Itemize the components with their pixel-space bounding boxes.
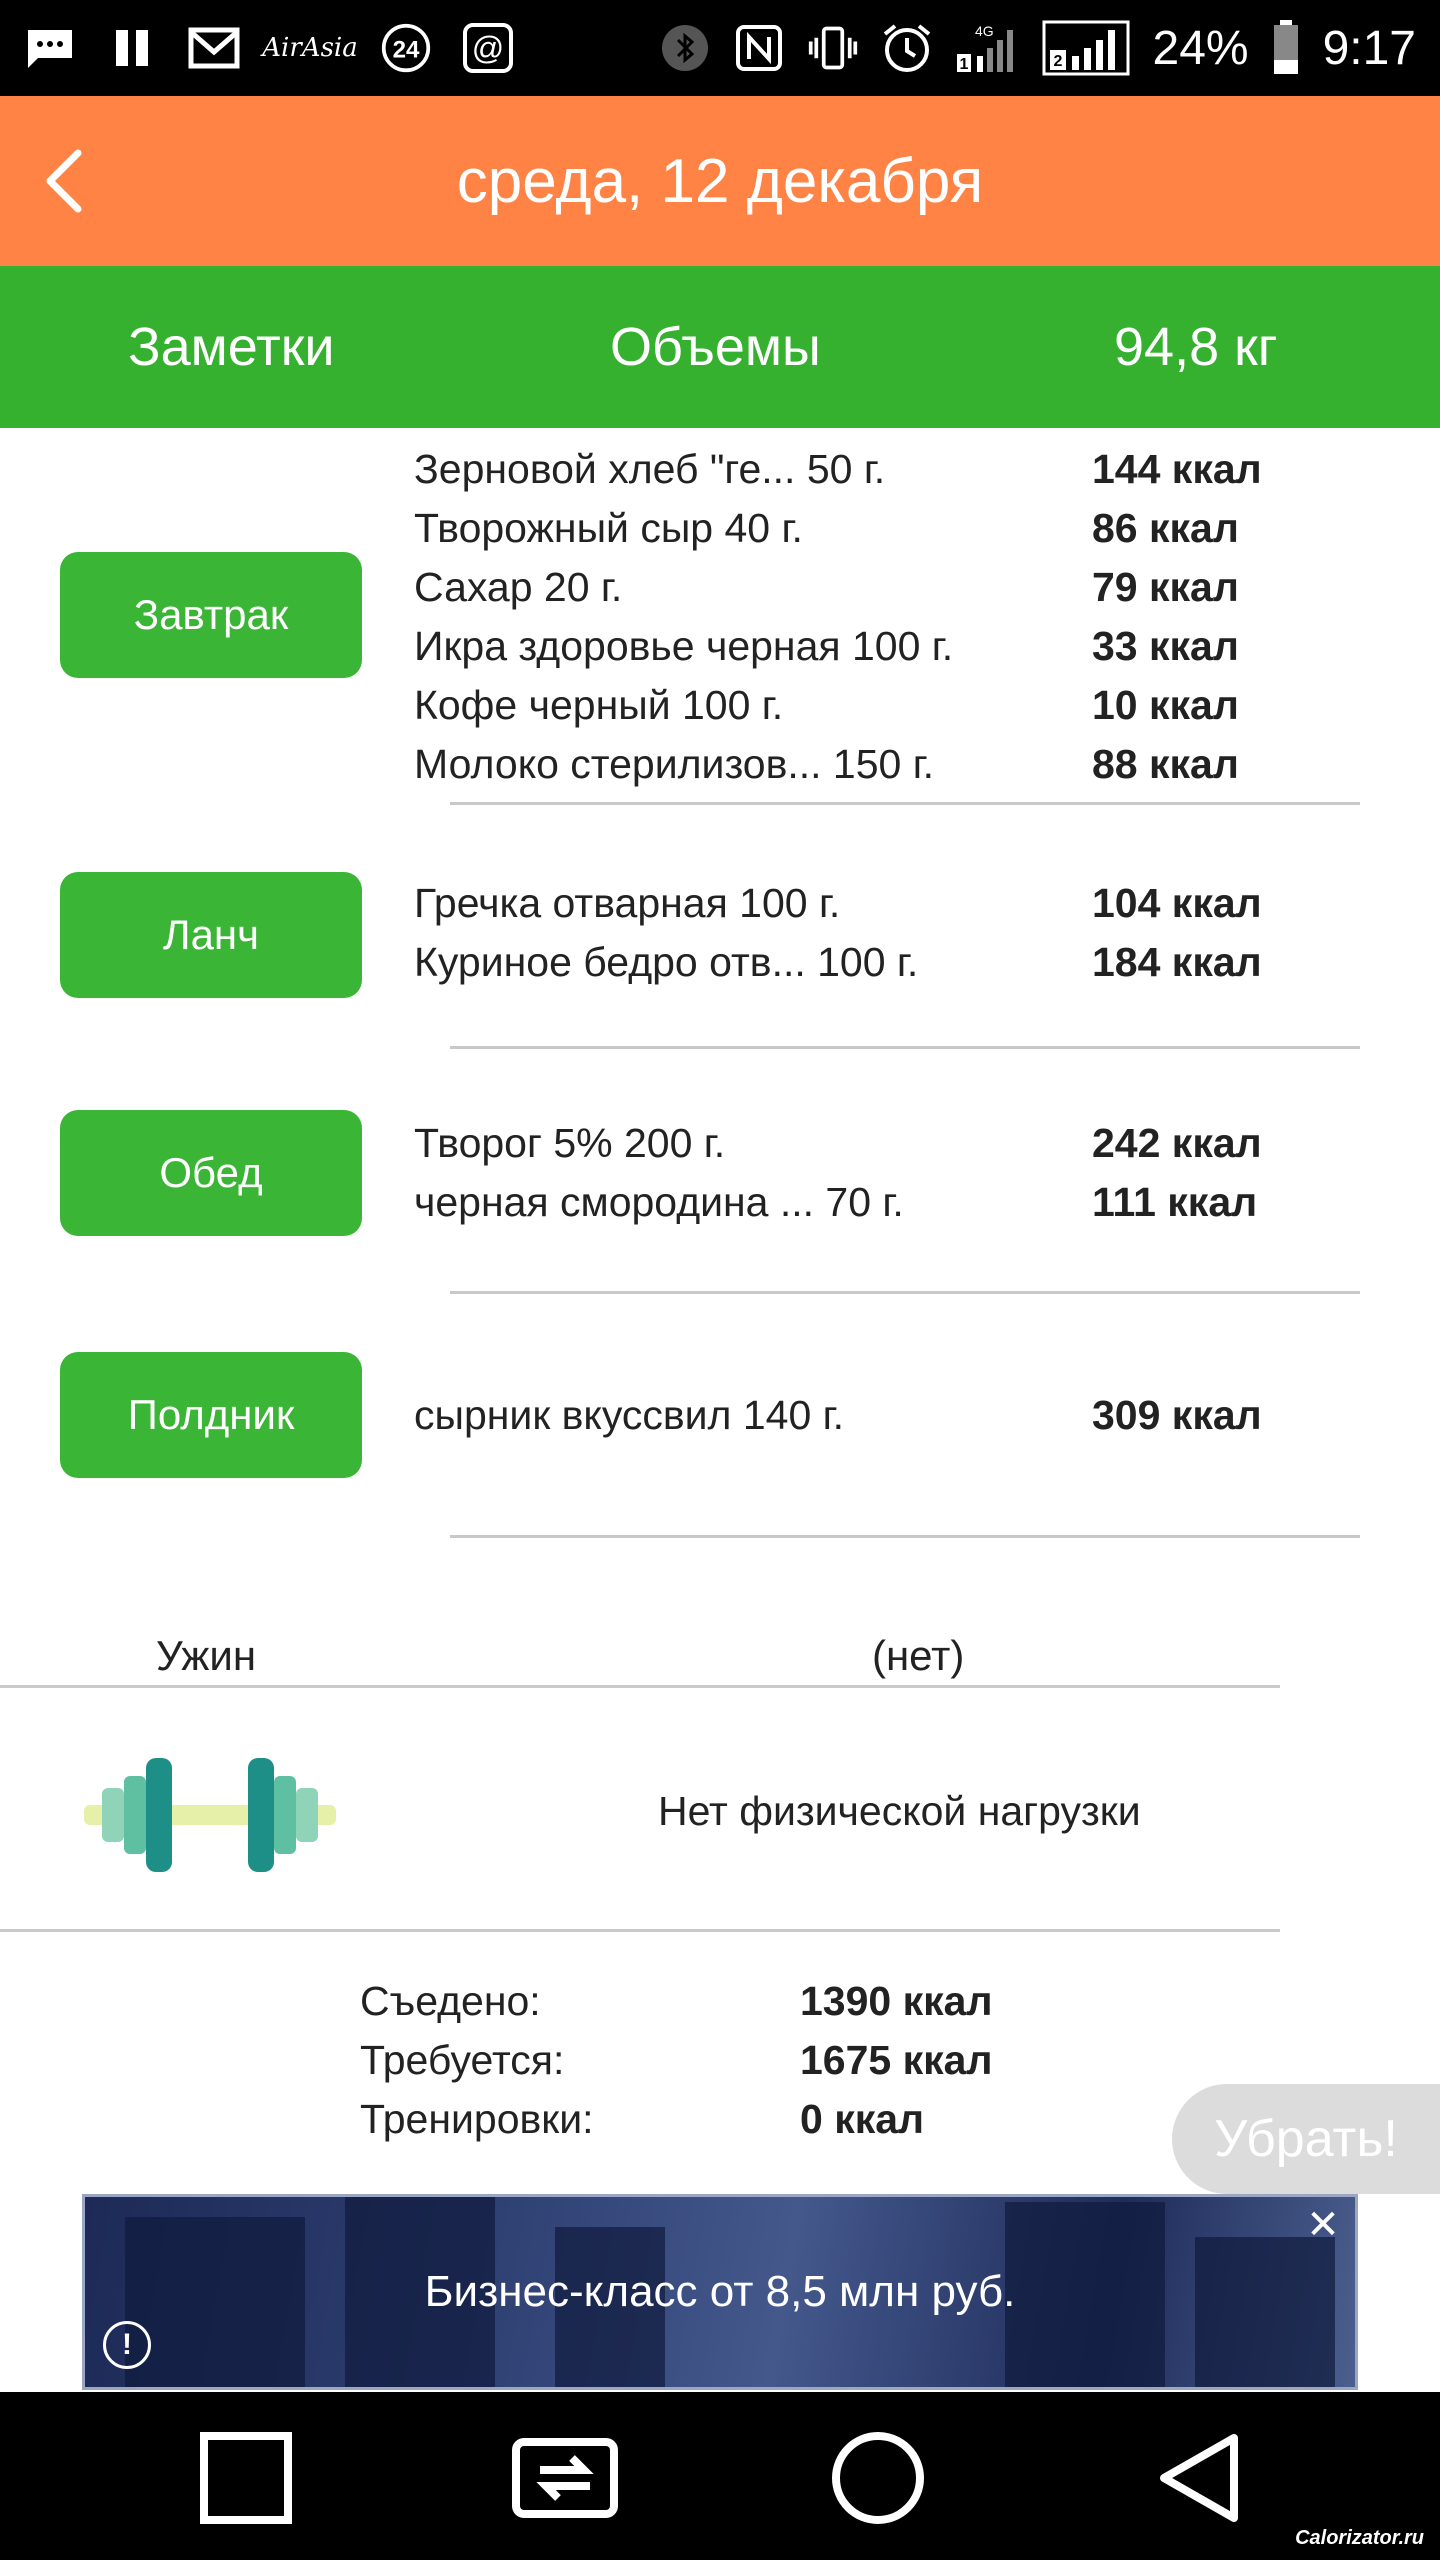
back-button[interactable]: [30, 141, 110, 221]
airasia-label: AirAsia: [262, 33, 358, 63]
food-kcal: 104 ккал: [1092, 880, 1262, 926]
switch-app-button[interactable]: [510, 2428, 610, 2528]
breakfast-items: [414, 440, 1294, 794]
pause-icon: [106, 22, 158, 74]
food-name: сырник вкуссвил 140 г.: [414, 1392, 844, 1438]
square-icon: [196, 2428, 296, 2528]
food-kcal: 309 ккал: [1092, 1392, 1262, 1438]
ad-text: Бизнес-класс от 8,5 млн руб.: [424, 2267, 1016, 2316]
food-name: Творожный сыр 40 г.: [414, 505, 803, 551]
supper-value: (нет): [872, 1632, 965, 1679]
food-name: Творог 5% 200 г.: [414, 1120, 726, 1166]
totals-summary: [360, 1978, 1160, 2155]
battery-percent: 24%: [1152, 21, 1249, 75]
total-row-eaten: [360, 1978, 1160, 2037]
food-name: Икра здоровье черная 100 г.: [414, 623, 954, 669]
close-icon[interactable]: ✕: [1306, 2203, 1340, 2247]
list-item[interactable]: [414, 558, 1294, 617]
home-button[interactable]: [828, 2428, 928, 2528]
list-item[interactable]: [414, 676, 1294, 735]
supper-label: Ужин: [156, 1632, 257, 1679]
list-item[interactable]: [414, 499, 1294, 558]
recents-button[interactable]: [196, 2428, 296, 2528]
status-bar: [0, 0, 1440, 96]
dual-window-icon: [510, 2428, 620, 2528]
food-kcal: 86 ккал: [1092, 505, 1239, 551]
food-kcal: 88 ккал: [1092, 741, 1239, 787]
nfc-icon: [733, 22, 785, 74]
navigation-bar: [0, 2392, 1440, 2560]
airasia-icon: [262, 22, 358, 74]
food-name: Сахар 20 г.: [414, 564, 623, 610]
obed-button[interactable]: Обед: [60, 1110, 362, 1236]
clock24-icon: [380, 22, 432, 74]
snack-items: [414, 1386, 1294, 1445]
exercise-text: Нет физической нагрузки: [658, 1788, 1141, 1834]
chevron-left-icon: [30, 141, 110, 221]
divider: [0, 1685, 1280, 1688]
app-header: [0, 96, 1440, 266]
total-row-required: [360, 2037, 1160, 2096]
food-kcal: 33 ккал: [1092, 623, 1239, 669]
list-item[interactable]: [414, 1386, 1294, 1445]
dumbbell-icon: [84, 1750, 336, 1880]
tab-weight[interactable]: 94,8 кг: [1114, 317, 1278, 377]
total-value: 0 ккал: [800, 2096, 925, 2142]
page-title: среда, 12 декабря: [456, 146, 984, 216]
sim1-label: 1: [959, 56, 968, 73]
sim2-label: 2: [1053, 53, 1062, 70]
list-item[interactable]: [414, 440, 1294, 499]
supper-row[interactable]: [0, 1628, 1440, 1688]
clock: 9:17: [1322, 21, 1416, 75]
tab-bar: [0, 266, 1440, 428]
list-item[interactable]: [414, 617, 1294, 676]
food-name: Гречка отварная 100 г.: [414, 880, 841, 926]
snack-button[interactable]: Полдник: [60, 1352, 362, 1478]
list-item[interactable]: [414, 1114, 1294, 1173]
divider: [450, 802, 1360, 805]
lunch-items: [414, 874, 1294, 992]
breakfast-button[interactable]: Завтрак: [60, 552, 362, 678]
gmail-icon: [188, 22, 240, 74]
divider: [450, 1535, 1360, 1538]
food-kcal: 184 ккал: [1092, 939, 1262, 985]
network-label: 4G: [974, 23, 994, 39]
list-item[interactable]: [414, 933, 1294, 992]
food-name: черная смородина ... 70 г.: [414, 1179, 904, 1225]
battery-icon: [1271, 22, 1301, 74]
lunch-button[interactable]: Ланч: [60, 872, 362, 998]
triangle-back-icon: [1150, 2428, 1250, 2528]
alarm-icon: [881, 22, 933, 74]
total-label: Требуется:: [360, 2037, 565, 2083]
list-item[interactable]: [414, 1173, 1294, 1232]
info-icon[interactable]: !: [103, 2321, 151, 2369]
total-label: Съедено:: [360, 1978, 541, 2024]
signal-2-icon: [1041, 22, 1131, 74]
food-kcal: 79 ккал: [1092, 564, 1239, 610]
list-item[interactable]: [414, 735, 1294, 794]
exercise-row[interactable]: [0, 1690, 1440, 1930]
circle-icon: [828, 2428, 928, 2528]
remove-ad-button[interactable]: Убрать!: [1172, 2084, 1440, 2194]
food-name: Куриное бедро отв... 100 г.: [414, 939, 919, 985]
food-kcal: 144 ккал: [1092, 446, 1262, 492]
vibrate-icon: [807, 22, 859, 74]
divider: [450, 1046, 1360, 1049]
food-name: Зерновой хлеб "ге... 50 г.: [414, 446, 886, 492]
food-kcal: 10 ккал: [1092, 682, 1239, 728]
obed-items: [414, 1114, 1294, 1232]
back-nav-button[interactable]: [1150, 2428, 1250, 2528]
food-name: Кофе черный 100 г.: [414, 682, 784, 728]
food-kcal: 242 ккал: [1092, 1120, 1262, 1166]
food-kcal: 111 ккал: [1092, 1179, 1258, 1225]
bluetooth-icon: [659, 22, 711, 74]
signal-1-icon: [955, 22, 1019, 74]
food-name: Молоко стерилизов... 150 г.: [414, 741, 935, 787]
svg-text:@: @: [471, 30, 505, 66]
watermark: Calorizator.ru: [1295, 2527, 1424, 2549]
ad-banner[interactable]: [82, 2194, 1358, 2390]
total-value: 1390 ккал: [800, 1978, 993, 2024]
at-icon: [462, 22, 514, 74]
tab-notes[interactable]: Заметки: [128, 317, 335, 377]
total-row-workouts: [360, 2096, 1160, 2155]
messages-icon: [24, 22, 76, 74]
total-value: 1675 ккал: [800, 2037, 993, 2083]
divider: [0, 1929, 1280, 1932]
clock24-label: 24: [392, 36, 420, 64]
total-label: Тренировки:: [360, 2096, 594, 2142]
divider: [450, 1291, 1360, 1294]
list-item[interactable]: [414, 874, 1294, 933]
tab-volumes[interactable]: Объемы: [610, 317, 821, 377]
